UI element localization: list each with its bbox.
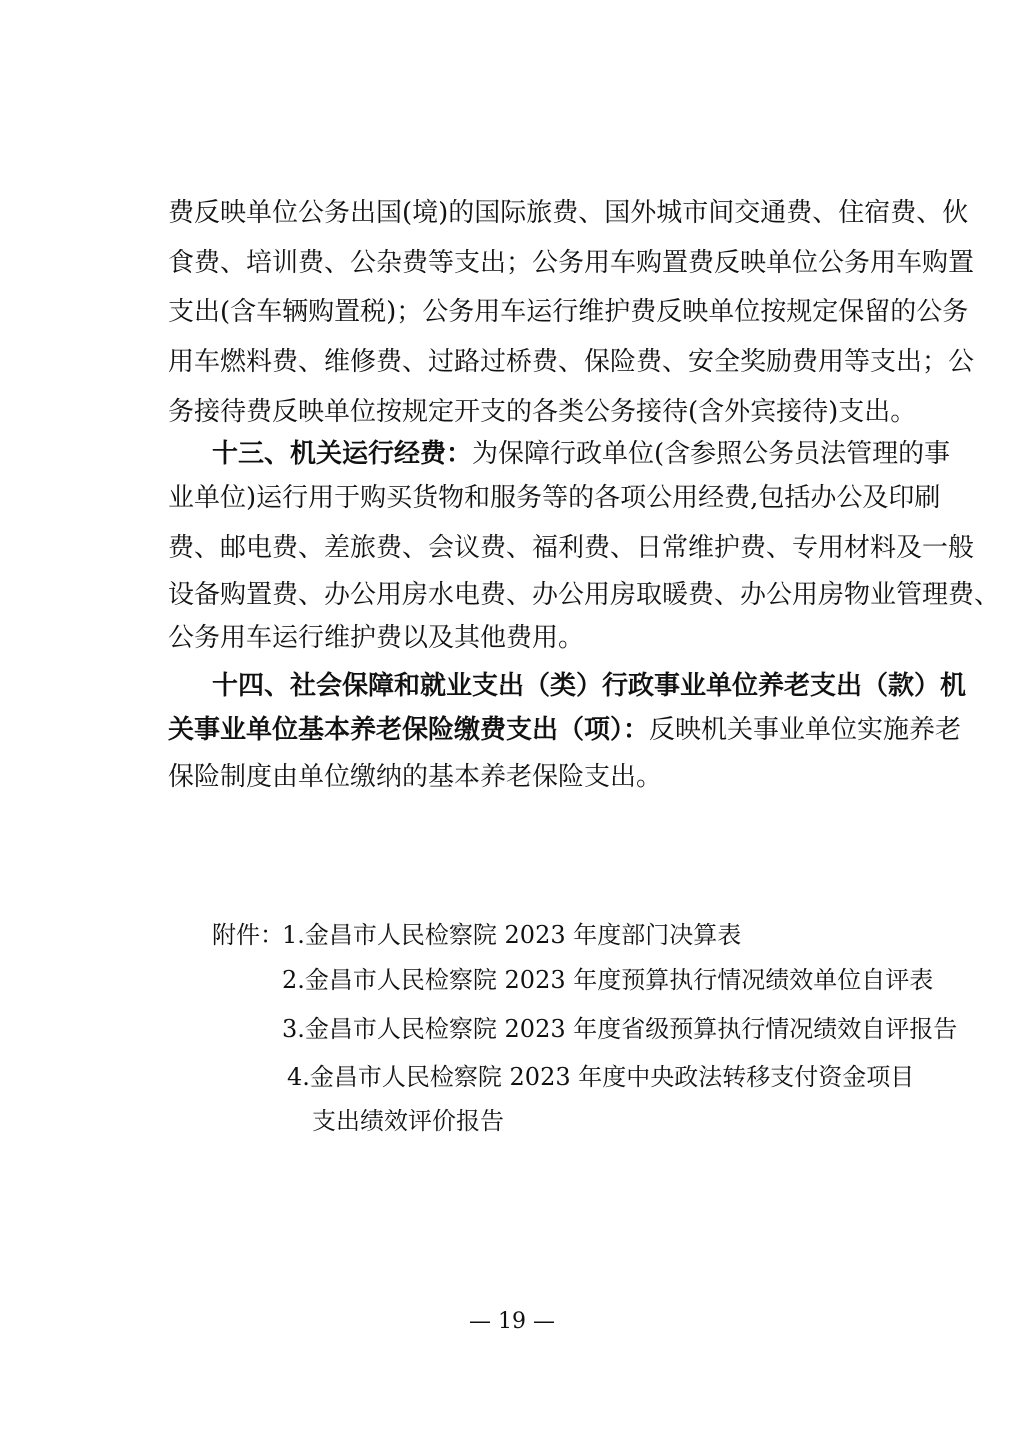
attachments-label: 附件： [212, 921, 284, 949]
section-14-heading-line: 十四、社会保障和就业支出（类）行政事业单位养老支出（款）机 [212, 671, 967, 701]
body-line: 支出(含车辆购置税)；公务用车运行维护费反映单位按规定保留的公务 [168, 297, 969, 327]
body-line: 业单位)运行用于购买货物和服务等的各项公用经费,包括办公及印刷 [168, 483, 941, 513]
body-line: 食费、培训费、公杂费等支出；公务用车购置费反映单位公务用车购置 [168, 248, 975, 278]
attachment-item: 3.金昌市人民检察院 2023 年度省级预算执行情况绩效自评报告 [282, 1015, 958, 1043]
attachment-item-continuation: 支出绩效评价报告 [312, 1107, 504, 1135]
page-number: — 19 — [469, 1309, 555, 1334]
section-13-first-line [212, 439, 951, 469]
body-line: 费、邮电费、差旅费、会议费、福利费、日常维护费、专用材料及一般 [168, 533, 975, 563]
attachment-item: 2.金昌市人民检察院 2023 年度预算执行情况绩效单位自评表 [282, 966, 934, 994]
attachment-item: 1.金昌市人民检察院 2023 年度部门决算表 [282, 921, 742, 949]
body-line: 公务用车运行维护费以及其他费用。 [168, 623, 585, 653]
body-line: 用车燃料费、维修费、过路过桥费、保险费、安全奖励费用等支出；公 [168, 347, 975, 377]
section-13-heading: 十三、机关运行经费： [212, 439, 473, 469]
body-line: 费反映单位公务出国(境)的国际旅费、国外城市间交通费、住宿费、伙 [168, 198, 969, 228]
body-line: 设备购置费、办公用房水电费、办公用房取暖费、办公用房物业管理费、 [168, 580, 1001, 610]
attachment-item: 4.金昌市人民检察院 2023 年度中央政法转移支付资金项目 [287, 1063, 915, 1091]
body-line: 保险制度由单位缴纳的基本养老保险支出。 [168, 762, 663, 792]
section-14-text: 反映机关事业单位实施养老 [649, 715, 962, 745]
section-13-text: 为保障行政单位(含参照公务员法管理的事 [472, 439, 951, 469]
section-14-heading-end: 关事业单位基本养老保险缴费支出（项）： [168, 715, 650, 745]
body-line: 务接待费反映单位按规定开支的各类公务接待(含外宾接待)支出。 [168, 397, 917, 427]
section-14-second-line [168, 715, 962, 745]
